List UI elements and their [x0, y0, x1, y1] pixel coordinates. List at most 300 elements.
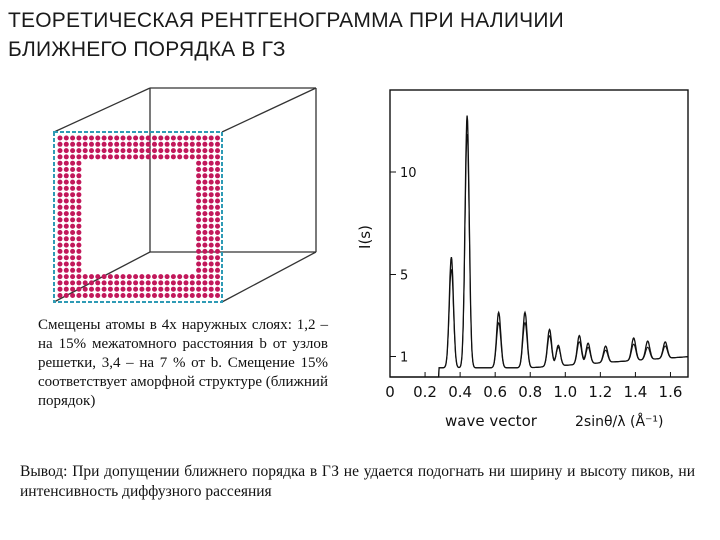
atom-dot: [202, 154, 207, 159]
x-tick-label: 1.2: [588, 383, 613, 401]
atom-dot: [177, 287, 182, 292]
atom-dot: [184, 293, 189, 298]
atom-dot: [158, 280, 163, 285]
atom-dot: [171, 287, 176, 292]
atom-dot: [209, 255, 214, 260]
series-line-2: [390, 134, 688, 377]
atom-dot: [133, 274, 138, 279]
atom-dot: [64, 217, 69, 222]
atom-dot: [190, 154, 195, 159]
atom-dot: [215, 243, 220, 248]
atom-dot: [70, 217, 75, 222]
atom-dot: [70, 192, 75, 197]
atom-dot: [196, 268, 201, 273]
atom-dot: [76, 180, 81, 185]
atom-dot: [209, 262, 214, 267]
atom-dot: [152, 280, 157, 285]
atom-dot: [215, 161, 220, 166]
atom-dot: [83, 280, 88, 285]
atom-dot: [177, 274, 182, 279]
atom-dot: [83, 148, 88, 153]
atom-dot: [58, 173, 63, 178]
atom-dot: [64, 287, 69, 292]
atom-dot: [58, 142, 63, 147]
atom-dot: [58, 243, 63, 248]
x-tick-label: 1.0: [553, 383, 578, 401]
atom-dot: [76, 274, 81, 279]
atom-dot: [209, 293, 214, 298]
atom-dot: [209, 274, 214, 279]
atom-dot: [70, 224, 75, 229]
atom-dot: [108, 287, 113, 292]
atom-dot: [165, 293, 170, 298]
series-line-1: [390, 116, 688, 377]
atom-dot: [196, 230, 201, 235]
atom-dot: [64, 173, 69, 178]
atom-dot: [202, 186, 207, 191]
atom-dot: [114, 274, 119, 279]
atom-dot: [146, 136, 151, 141]
atom-dot: [209, 180, 214, 185]
atom-dot: [158, 293, 163, 298]
atom-dot: [102, 148, 107, 153]
atom-dot: [196, 293, 201, 298]
atom-dot: [215, 287, 220, 292]
atom-dot: [95, 148, 100, 153]
atom-dot: [121, 287, 126, 292]
atom-dot: [121, 142, 126, 147]
atom-dot: [108, 148, 113, 153]
atom-dot: [127, 142, 132, 147]
atom-dot: [146, 274, 151, 279]
atom-dot: [184, 280, 189, 285]
atom-dot: [209, 217, 214, 222]
atom-dot: [83, 293, 88, 298]
atom-dot: [215, 205, 220, 210]
atom-dot: [177, 293, 182, 298]
atom-dot: [215, 217, 220, 222]
atom-dot: [70, 199, 75, 204]
atom-dot: [58, 186, 63, 191]
atom-dot: [64, 136, 69, 141]
atom-dot: [95, 287, 100, 292]
atom-dot: [152, 287, 157, 292]
atom-dot: [209, 186, 214, 191]
atom-dot: [165, 287, 170, 292]
atom-dot: [76, 142, 81, 147]
atom-dot: [76, 167, 81, 172]
plot-frame: [390, 90, 688, 377]
atom-dot: [95, 293, 100, 298]
atom-dot: [196, 180, 201, 185]
atom-dot: [102, 280, 107, 285]
atom-dot: [215, 148, 220, 153]
atom-dot: [121, 148, 126, 153]
atom-dot: [215, 142, 220, 147]
atom-dot: [70, 161, 75, 166]
atom-dot: [70, 230, 75, 235]
atom-dot: [76, 243, 81, 248]
atom-dot: [139, 274, 144, 279]
atom-dot: [76, 199, 81, 204]
atom-dot: [108, 280, 113, 285]
atom-dot: [202, 249, 207, 254]
atom-dot: [64, 236, 69, 241]
atom-dot: [177, 280, 182, 285]
atom-dot: [76, 211, 81, 216]
atom-dot: [102, 293, 107, 298]
atom-dot: [133, 293, 138, 298]
atom-dot: [196, 211, 201, 216]
atom-dot: [196, 236, 201, 241]
atom-dot: [89, 142, 94, 147]
atom-dot: [196, 224, 201, 229]
atom-dot: [70, 262, 75, 267]
atom-dot: [158, 287, 163, 292]
atom-dot: [202, 274, 207, 279]
atom-dot: [70, 287, 75, 292]
atom-dot: [76, 293, 81, 298]
atom-dot: [209, 280, 214, 285]
atom-dot: [202, 255, 207, 260]
atom-dot: [184, 136, 189, 141]
atom-dot: [114, 148, 119, 153]
atom-dot: [184, 154, 189, 159]
atom-dot: [215, 167, 220, 172]
atom-dot: [58, 249, 63, 254]
atom-dot: [209, 287, 214, 292]
atom-dot: [70, 136, 75, 141]
atom-dot: [89, 280, 94, 285]
atom-dot: [139, 293, 144, 298]
atom-dot: [70, 236, 75, 241]
atom-dot: [114, 280, 119, 285]
atom-dot: [58, 192, 63, 197]
atom-dot: [165, 148, 170, 153]
atom-dot: [76, 249, 81, 254]
atom-dot: [70, 173, 75, 178]
atom-dot: [76, 287, 81, 292]
atom-dot: [95, 280, 100, 285]
atom-dot: [215, 255, 220, 260]
atom-dot: [146, 287, 151, 292]
atom-dot: [171, 142, 176, 147]
atom-dot: [64, 262, 69, 267]
atom-dot: [190, 293, 195, 298]
atom-dot: [171, 274, 176, 279]
atom-dot: [83, 136, 88, 141]
atom-dot: [165, 136, 170, 141]
atom-dot: [202, 230, 207, 235]
atom-dot: [196, 173, 201, 178]
atom-dot: [121, 280, 126, 285]
atom-dot: [58, 167, 63, 172]
atom-dot: [108, 274, 113, 279]
atom-dot: [165, 274, 170, 279]
atom-dot: [76, 262, 81, 267]
atom-dot: [76, 224, 81, 229]
atom-dot: [152, 293, 157, 298]
atom-dot: [127, 154, 132, 159]
atom-dot: [108, 136, 113, 141]
atom-dot: [209, 161, 214, 166]
atom-dot: [70, 148, 75, 153]
atom-dot: [102, 274, 107, 279]
atom-dot: [76, 280, 81, 285]
atom-dot: [114, 154, 119, 159]
atom-dot: [209, 230, 214, 235]
atom-dot: [202, 217, 207, 222]
atom-dot: [196, 287, 201, 292]
atom-dot: [196, 199, 201, 204]
atom-dot: [177, 142, 182, 147]
xray-diffractogram: [350, 82, 705, 442]
atom-dot: [133, 142, 138, 147]
atom-dot: [76, 268, 81, 273]
atom-dot: [196, 243, 201, 248]
atom-dot: [70, 274, 75, 279]
atom-dot: [76, 173, 81, 178]
atom-dot: [58, 280, 63, 285]
atom-dot: [58, 211, 63, 216]
atom-dot: [76, 192, 81, 197]
atom-dot: [76, 217, 81, 222]
atom-dot: [171, 148, 176, 153]
atom-dot: [165, 142, 170, 147]
atom-dot: [158, 136, 163, 141]
conclusion-text: Вывод: При допущении ближнего порядка в ГЗ не удается подогнать ни ширину и высоту пиков, ни интенсивность диффузного рассеяния: [20, 463, 695, 500]
atom-dot: [196, 205, 201, 210]
atom-dot: [209, 243, 214, 248]
atom-dot: [215, 192, 220, 197]
atom-dot: [64, 268, 69, 273]
x-tick-label: 0.8: [518, 383, 543, 401]
crystal-cube-diagram: [40, 82, 320, 312]
atom-dot: [209, 167, 214, 172]
atom-dot: [209, 268, 214, 273]
atom-dot: [64, 199, 69, 204]
atom-dot: [139, 287, 144, 292]
atom-dot: [139, 142, 144, 147]
atom-dot: [127, 293, 132, 298]
atom-dot: [64, 192, 69, 197]
atom-dot: [202, 243, 207, 248]
atom-dot: [146, 148, 151, 153]
atom-dot: [152, 274, 157, 279]
atom-dot: [127, 148, 132, 153]
atom-dot: [152, 148, 157, 153]
atom-dot: [184, 148, 189, 153]
atom-dot: [209, 136, 214, 141]
x-tick-label: 0.4: [448, 383, 473, 401]
atom-dot: [89, 136, 94, 141]
x-tick-label: 0: [385, 383, 395, 401]
atom-dot: [95, 142, 100, 147]
atom-dot: [184, 142, 189, 147]
atom-dot: [121, 136, 126, 141]
atom-dot: [196, 136, 201, 141]
atom-dot: [215, 173, 220, 178]
atom-dot: [133, 154, 138, 159]
atom-dot: [58, 180, 63, 185]
atom-dot: [215, 224, 220, 229]
atom-dot: [89, 287, 94, 292]
displaced-atom-layers: [58, 136, 221, 299]
cube-edge: [222, 88, 316, 132]
x-tick-label: 1.6: [658, 383, 683, 401]
y-tick-label: 5: [400, 268, 409, 284]
atom-dot: [64, 249, 69, 254]
atom-dot: [64, 230, 69, 235]
atom-dot: [196, 167, 201, 172]
atom-dot: [64, 274, 69, 279]
atom-dot: [95, 274, 100, 279]
atom-dot: [215, 211, 220, 216]
atom-dot: [76, 136, 81, 141]
atom-dot: [196, 255, 201, 260]
atom-dot: [64, 224, 69, 229]
slide-title: ТЕОРЕТИЧЕСКАЯ РЕНТГЕНОГРАММА ПРИ НАЛИЧИИ БЛИЖНЕГО ПОРЯДКА В ГЗ: [8, 9, 564, 61]
atom-dot: [202, 142, 207, 147]
atom-dot: [64, 154, 69, 159]
atom-dot: [202, 211, 207, 216]
atom-dot: [139, 136, 144, 141]
atom-dot: [114, 136, 119, 141]
atom-dot: [209, 192, 214, 197]
atom-dot: [133, 280, 138, 285]
atom-dot: [139, 148, 144, 153]
atom-dot: [83, 274, 88, 279]
atom-dot: [121, 154, 126, 159]
atom-dot: [70, 243, 75, 248]
atom-dot: [58, 255, 63, 260]
atom-dot: [102, 136, 107, 141]
atom-dot: [76, 186, 81, 191]
atom-dot: [202, 205, 207, 210]
atom-dot: [83, 154, 88, 159]
atom-dot: [95, 136, 100, 141]
atom-dot: [215, 199, 220, 204]
atom-dot: [202, 268, 207, 273]
atom-dot: [215, 249, 220, 254]
atom-dot: [190, 280, 195, 285]
atom-dot: [58, 268, 63, 273]
atom-dot: [196, 148, 201, 153]
atom-dot: [171, 154, 176, 159]
atom-dot: [58, 161, 63, 166]
atom-dot: [58, 236, 63, 241]
atom-dot: [70, 249, 75, 254]
atom-dot: [202, 161, 207, 166]
atom-dot: [171, 280, 176, 285]
atom-dot: [215, 154, 220, 159]
atom-dot: [152, 136, 157, 141]
atom-dot: [209, 173, 214, 178]
atom-dot: [121, 274, 126, 279]
atom-dot: [58, 205, 63, 210]
atom-dot: [133, 287, 138, 292]
atom-dot: [202, 192, 207, 197]
y-axis-label: I(s): [356, 225, 374, 249]
atom-dot: [70, 280, 75, 285]
atom-dot: [215, 280, 220, 285]
atom-dot: [58, 199, 63, 204]
atom-dot: [152, 154, 157, 159]
atom-dot: [190, 142, 195, 147]
atom-dot: [190, 148, 195, 153]
y-axis-ticks: [390, 166, 417, 366]
x-tick-label: 0.6: [483, 383, 508, 401]
x-axis-label-right: 2sinθ/λ (Å⁻¹): [575, 414, 664, 430]
x-axis-label-left: wave vector: [445, 412, 537, 430]
x-tick-label: 0.2: [413, 383, 437, 401]
cube-edge: [54, 88, 150, 132]
atom-dot: [215, 230, 220, 235]
atom-dot: [64, 255, 69, 260]
atom-dot: [64, 167, 69, 172]
atom-dot: [196, 154, 201, 159]
atom-dot: [171, 293, 176, 298]
atom-dot: [114, 142, 119, 147]
atom-dot: [209, 148, 214, 153]
atom-dot: [184, 274, 189, 279]
atom-dot: [209, 236, 214, 241]
atom-dot: [108, 154, 113, 159]
atom-dot: [190, 287, 195, 292]
atom-dot: [108, 142, 113, 147]
atom-dot: [202, 136, 207, 141]
atom-dot: [70, 180, 75, 185]
atom-dot: [58, 287, 63, 292]
atom-dot: [70, 154, 75, 159]
atom-dot: [196, 161, 201, 166]
atom-dot: [146, 280, 151, 285]
atom-dot: [89, 274, 94, 279]
atom-dot: [196, 192, 201, 197]
x-tick-label: 1.4: [623, 383, 648, 401]
atom-dot: [127, 274, 132, 279]
atom-dot: [58, 148, 63, 153]
atom-dot: [202, 293, 207, 298]
atom-dot: [58, 136, 63, 141]
atom-dot: [127, 287, 132, 292]
atom-dot: [114, 293, 119, 298]
atom-dot: [70, 167, 75, 172]
atom-dot: [102, 287, 107, 292]
atom-dot: [58, 262, 63, 267]
atom-dot: [70, 268, 75, 273]
atom-dot: [146, 142, 151, 147]
atom-dot: [76, 236, 81, 241]
atom-dot: [158, 154, 163, 159]
atom-dot: [76, 205, 81, 210]
atom-dot: [83, 287, 88, 292]
atom-dot: [64, 211, 69, 216]
atom-dot: [215, 236, 220, 241]
atom-dot: [158, 148, 163, 153]
atom-dot: [215, 186, 220, 191]
atom-dot: [146, 293, 151, 298]
atom-dot: [70, 186, 75, 191]
atom-dot: [202, 224, 207, 229]
atom-dot: [196, 249, 201, 254]
atom-dot: [108, 293, 113, 298]
atom-dot: [64, 148, 69, 153]
atom-dot: [215, 268, 220, 273]
atom-dot: [177, 136, 182, 141]
atom-dot: [215, 274, 220, 279]
diffraction-curves: [390, 116, 688, 377]
